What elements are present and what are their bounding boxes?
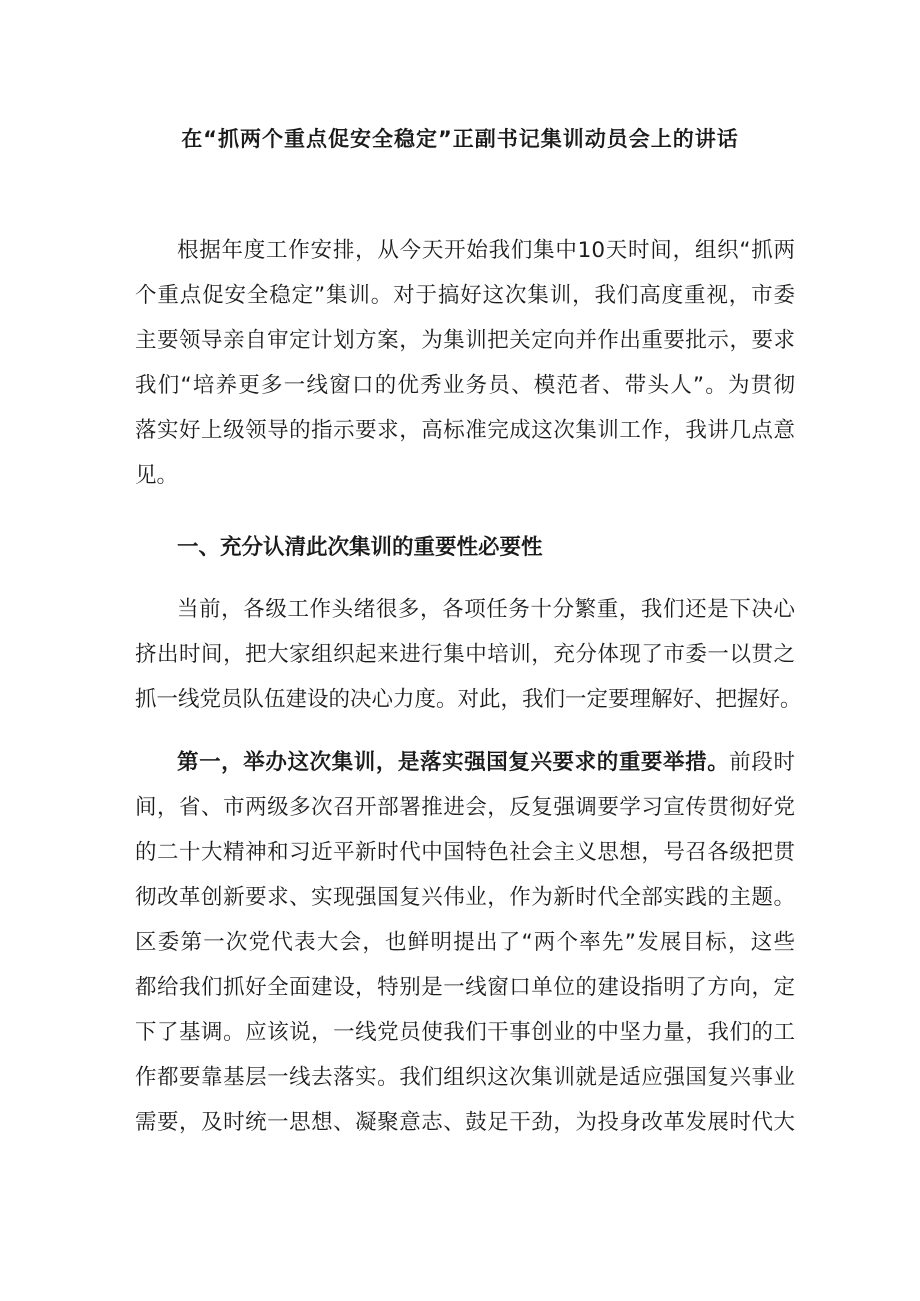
paragraph-3-line-1 xyxy=(177,748,795,778)
paragraph-3-line-6: 都给我们抓好全面建设，特别是一线窗口单位的建设指明了方向，定 xyxy=(135,975,795,1000)
paragraph-3-line-4: 彻改革创新要求、实现强国复兴伟业，作为新时代全部实践的主题。 xyxy=(135,885,795,910)
paragraph-3-lead-rest: 前段时 xyxy=(729,750,795,775)
paragraph-3-line-3: 的二十大精神和习近平新时代中国特色社会主义思想，号召各级把贯 xyxy=(135,840,795,865)
paragraph-3-line-2: 间，省、市两级多次召开部署推进会，反复强调要学习宣传贯彻好党 xyxy=(135,795,795,820)
paragraph-1-line-6: 见。 xyxy=(135,463,179,488)
paragraph-1-line-5: 落实好上级领导的指示要求，高标准完成这次集训工作，我讲几点意 xyxy=(135,418,795,443)
paragraph-3-line-5: 区委第一次党代表大会，也鲜明提出了“两个率先”发展目标，这些 xyxy=(135,930,795,955)
paragraph-2-line-1: 当前，各级工作头绪很多，各项任务十分繁重，我们还是下决心 xyxy=(177,597,795,622)
paragraph-1-line-2: 个重点促安全稳定”集训。对于搞好这次集训，我们高度重视，市委 xyxy=(135,283,795,308)
document-title: 在“抓两个重点促安全稳定”正副书记集训动员会上的讲话 xyxy=(181,127,739,151)
paragraph-1-line-1: 根据年度工作安排，从今天开始我们集中10天时间，组织“抓两 xyxy=(177,238,795,263)
paragraph-3-line-7: 下了基调。应该说，一线党员使我们干事创业的中坚力量，我们的工 xyxy=(135,1020,795,1045)
paragraph-3-lead-bold: 第一，举办这次集训，是落实强国复兴要求的重要举措。 xyxy=(177,750,730,775)
paragraph-3-line-8: 作都要靠基层一线去落实。我们组织这次集训就是适应强国复兴事业 xyxy=(135,1065,795,1090)
paragraph-1-line-4: 我们“培养更多一线窗口的优秀业务员、模范者、带头人”。为贯彻 xyxy=(135,373,795,398)
section-1-heading: 一、充分认清此次集训的重要性必要性 xyxy=(177,535,543,560)
paragraph-2-line-3: 抓一线党员队伍建设的决心力度。对此，我们一定要理解好、把握好。 xyxy=(135,687,802,712)
paragraph-1-line-3: 主要领导亲自审定计划方案，为集训把关定向并作出重要批示，要求 xyxy=(135,328,795,353)
paragraph-2-line-2: 挤出时间，把大家组织起来进行集中培训，充分体现了市委一以贯之 xyxy=(135,642,795,667)
paragraph-3-line-9: 需要，及时统一思想、凝聚意志、鼓足干劲，为投身改革发展时代大 xyxy=(135,1110,795,1135)
